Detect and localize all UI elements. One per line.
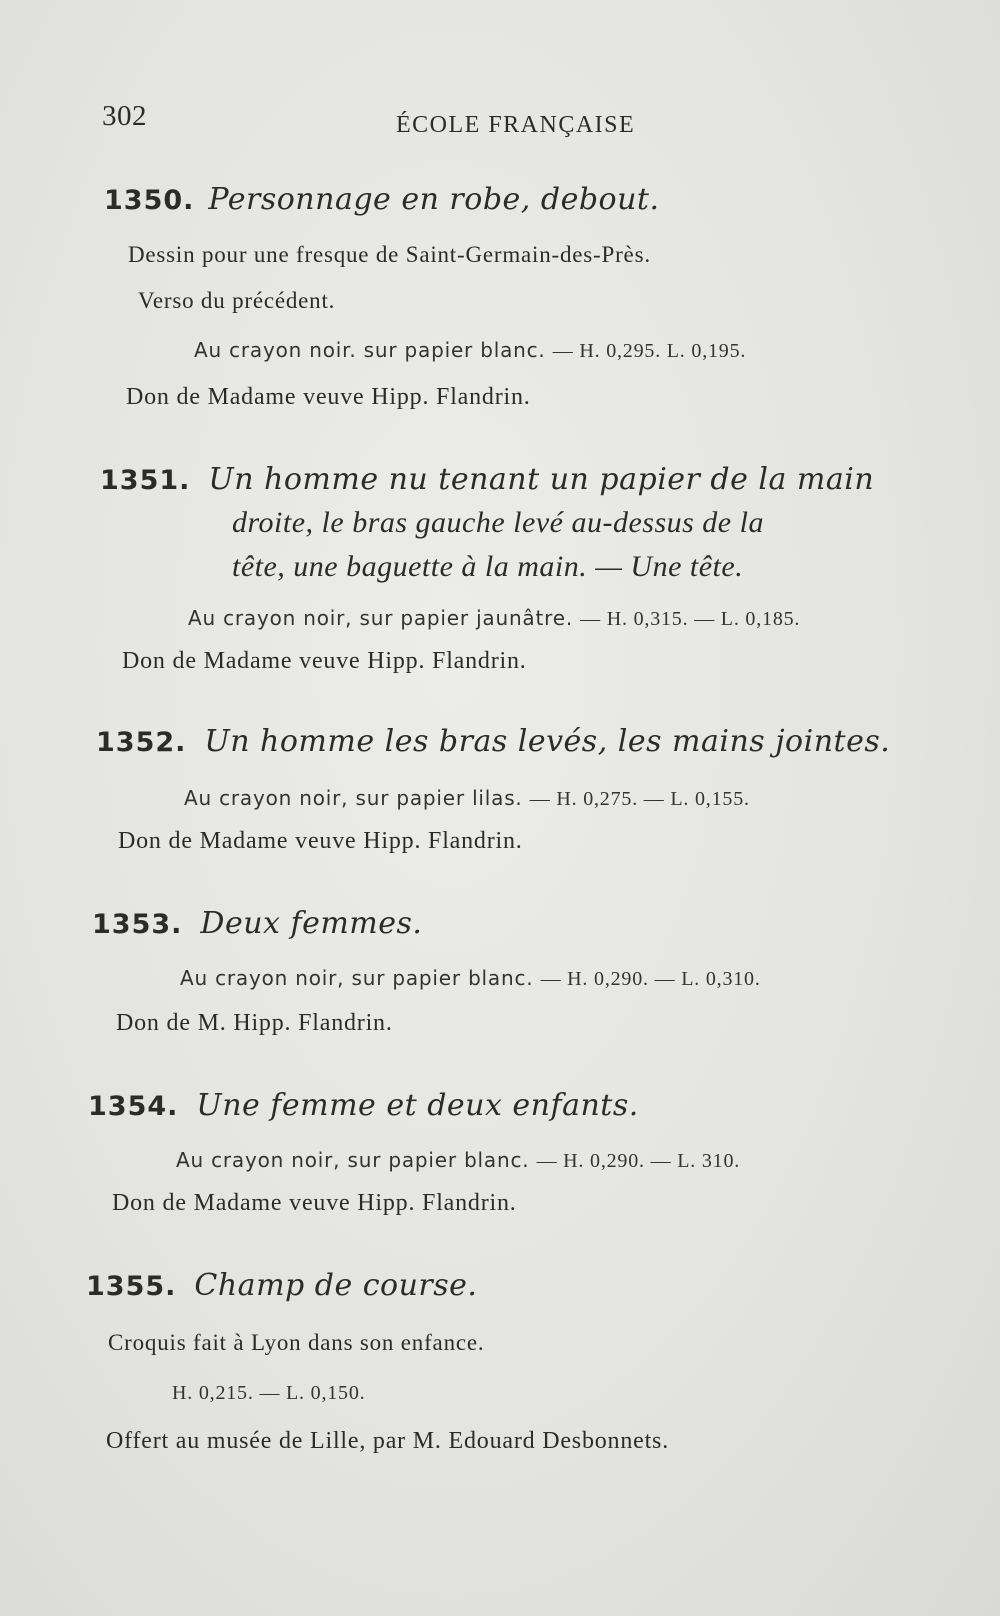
entry-medium-line <box>184 786 750 811</box>
entry-number: 1350. <box>104 185 195 216</box>
entry-dimensions: — H. 0,275. — L. 0,155. <box>529 788 750 810</box>
entry-title: Une femme et deux enfants. <box>196 1088 639 1123</box>
entry-medium: Au crayon noir, sur papier jaunâtre. <box>188 606 573 630</box>
entry-medium: Au crayon noir, sur papier lilas. <box>184 786 523 810</box>
entry-number: 1353. <box>92 909 183 940</box>
entry-title: Deux femmes. <box>200 906 423 941</box>
entry-title-continued: tête, une baguette à la main. — Une tête. <box>232 550 744 583</box>
entry-medium: Au crayon noir, sur papier blanc. <box>176 1148 530 1172</box>
entry-title: Personnage en robe, debout. <box>208 182 660 217</box>
entry-medium: Au crayon noir, sur papier blanc. <box>180 966 534 990</box>
entry-heading <box>100 462 874 497</box>
entry-number: 1351. <box>100 465 191 496</box>
entry-medium-line <box>194 338 746 363</box>
entry-note: Verso du précédent. <box>138 288 336 313</box>
entry-heading <box>96 724 890 759</box>
entry-medium-line <box>176 1148 740 1173</box>
entry-heading <box>88 1088 639 1123</box>
entry-heading <box>86 1268 477 1303</box>
entry-title-continued: droite, le bras gauche levé au-dessus de la <box>232 506 764 539</box>
entry-number: 1352. <box>96 727 187 758</box>
entry-provenance: Offert au musée de Lille, par M. Edouard Desbonnets. <box>106 1428 670 1454</box>
entry-provenance: Don de Madame veuve Hipp. Flandrin. <box>126 384 531 410</box>
entry-title: Un homme nu tenant un papier de la main <box>208 462 875 497</box>
entry-provenance: Don de Madame veuve Hipp. Flandrin. <box>122 648 527 674</box>
entry-title: Champ de course. <box>194 1268 478 1303</box>
entry-medium-line <box>188 606 800 631</box>
entry-title: Un homme les bras levés, les mains jointes. <box>204 724 891 759</box>
running-title: ÉCOLE FRANÇAISE <box>396 112 636 138</box>
entry-dimensions: — H. 0,315. — L. 0,185. <box>580 608 801 630</box>
entry-provenance: Don de M. Hipp. Flandrin. <box>116 1010 393 1036</box>
entry-number: 1354. <box>88 1091 179 1122</box>
entry-medium-line <box>172 1380 365 1405</box>
entry-heading <box>92 906 422 941</box>
entry-medium-line <box>180 966 761 991</box>
entry-dimensions: — H. 0,290. — L. 0,310. <box>540 968 761 990</box>
entry-dimensions: — H. 0,295. L. 0,195. <box>552 340 747 362</box>
entry-medium: Au crayon noir. sur papier blanc. <box>194 338 546 362</box>
page-header <box>102 100 662 140</box>
entry-dimensions: — H. 0,290. — L. 310. <box>536 1150 741 1172</box>
entry-provenance: Don de Madame veuve Hipp. Flandrin. <box>118 828 523 854</box>
page-number: 302 <box>102 100 147 132</box>
entry-number: 1355. <box>86 1271 177 1302</box>
entry-provenance: Don de Madame veuve Hipp. Flandrin. <box>112 1190 517 1216</box>
entry-dimensions: H. 0,215. — L. 0,150. <box>172 1382 366 1404</box>
entry-heading <box>104 182 660 217</box>
entry-note: Croquis fait à Lyon dans son enfance. <box>108 1330 485 1355</box>
entry-note: Dessin pour une fresque de Saint-Germain-des-Près. <box>128 242 651 267</box>
